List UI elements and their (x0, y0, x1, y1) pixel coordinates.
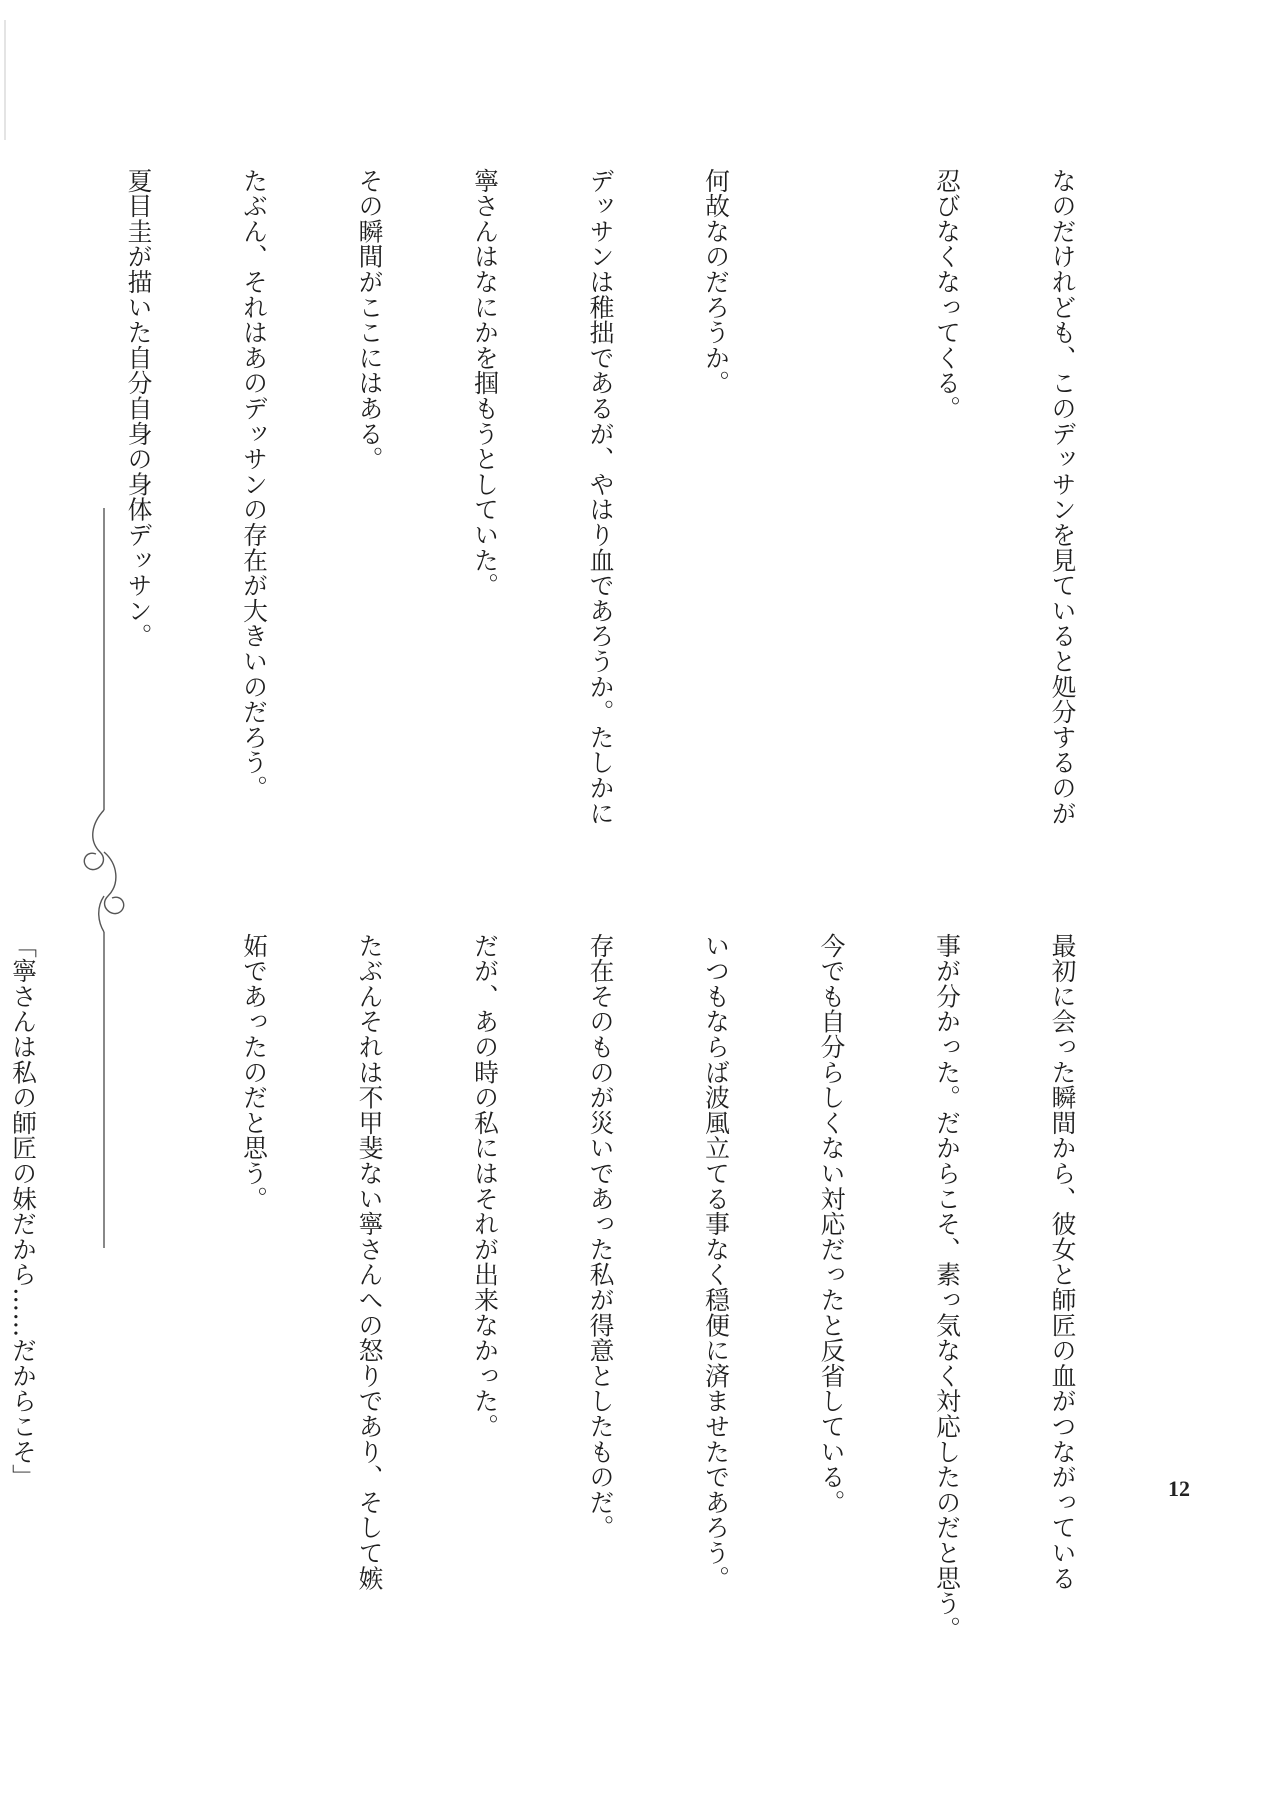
text-line: 寧さんはなにかを掴もうとしていた。 (470, 168, 500, 599)
text-line: なのだけれども、このデッサンを見ていると処分するのが (1048, 168, 1077, 826)
text-block-bottom (8, 933, 1158, 1703)
text-line: 事が分かった。だからこそ、素っ気なく対応したのだと思う。 (932, 933, 962, 1642)
page-edge-mark (4, 20, 6, 140)
scroll-divider-icon (74, 508, 134, 1248)
text-line: だが、あの時の私にはそれが出来なかった。 (470, 933, 500, 1439)
text-line: 「寧さんは私の師匠の妹だから……だからこそ」 (8, 933, 38, 1490)
text-line: 今でも自分らしくない対応だったと反省している。 (817, 933, 846, 1515)
text-line: 最初に会った瞬間から、彼女と師匠の血がつながっている (1048, 933, 1077, 1591)
text-line (812, 168, 851, 898)
text-line: 忍びなくなってくる。 (932, 168, 962, 421)
text-line: たぶん、それはあのデッサンの存在が大きいのだろう。 (239, 168, 269, 801)
text-block-top (124, 168, 1158, 898)
text-line: 妬であったのだと思う。 (239, 933, 269, 1212)
text-line (3, 168, 42, 898)
text-line: 何故なのだろうか。 (701, 168, 731, 396)
text-line: その瞬間がここにはある。 (355, 168, 384, 472)
text-line: デッサンは稚拙であるが、やはり血であろうか。たしかに (586, 168, 615, 826)
text-line: たぶんそれは不甲斐ない寧さんへの怒りであり、そして嫉 (355, 933, 384, 1591)
page-number: 12 (1168, 1476, 1190, 1501)
text-line: いつもならば波風立てる事なく穏便に済ませたであろう。 (701, 933, 731, 1591)
text-line: 夏目圭が描いた自分自身の身体デッサン。 (124, 168, 153, 649)
text-line: 存在そのものが災いであった私が得意としたものだ。 (586, 933, 615, 1541)
